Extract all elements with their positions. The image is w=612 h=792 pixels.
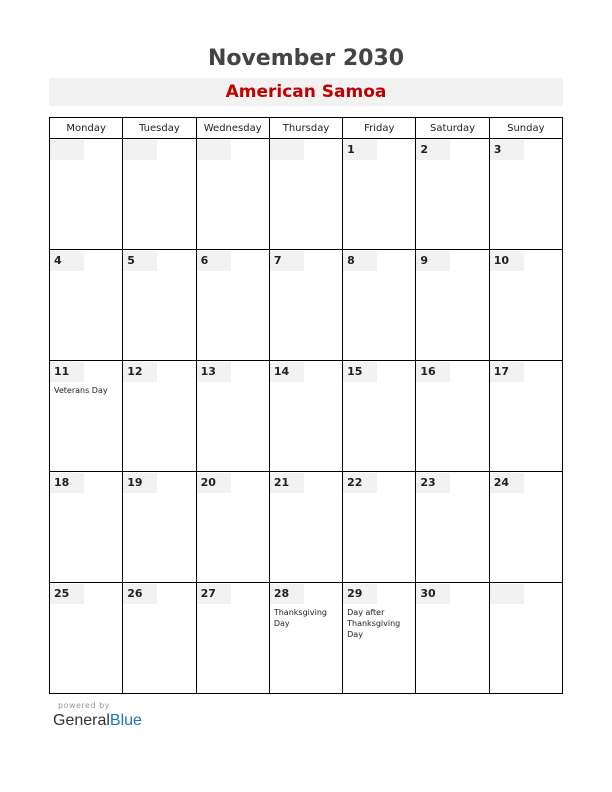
powered-by-label: powered by	[58, 701, 110, 710]
day-cell[interactable]	[196, 139, 269, 250]
day-cell[interactable]	[489, 250, 562, 361]
day-cell[interactable]	[343, 583, 416, 694]
weekday-friday: Friday	[343, 118, 416, 139]
weekday-tuesday: Tuesday	[123, 118, 196, 139]
week-row	[50, 361, 563, 472]
day-number: 18	[50, 473, 84, 493]
holiday-label: Veterans Day	[54, 386, 108, 395]
day-cell[interactable]	[489, 361, 562, 472]
day-cell[interactable]	[416, 583, 489, 694]
day-number: 14	[270, 362, 304, 382]
day-number: 21	[270, 473, 304, 493]
day-cell[interactable]	[123, 583, 196, 694]
day-number	[50, 140, 84, 160]
day-number: 27	[197, 584, 231, 604]
day-cell[interactable]	[123, 472, 196, 583]
day-cell[interactable]	[50, 250, 123, 361]
day-cell[interactable]	[196, 250, 269, 361]
day-number: 6	[197, 251, 231, 271]
day-cell[interactable]	[123, 139, 196, 250]
day-number	[197, 140, 231, 160]
day-cell[interactable]	[50, 472, 123, 583]
page-title: November 2030	[207, 46, 405, 71]
day-number: 3	[490, 140, 524, 160]
day-number: 9	[416, 251, 450, 271]
day-cell[interactable]	[196, 361, 269, 472]
day-cell[interactable]	[489, 583, 562, 694]
day-cell[interactable]	[416, 472, 489, 583]
day-cell[interactable]	[416, 250, 489, 361]
day-number: 24	[490, 473, 524, 493]
day-number: 10	[490, 251, 524, 271]
day-number: 11	[50, 362, 84, 382]
weekday-thursday: Thursday	[269, 118, 342, 139]
day-cell[interactable]	[123, 361, 196, 472]
day-number: 28	[270, 584, 304, 604]
day-number: 5	[123, 251, 157, 271]
day-number	[270, 140, 304, 160]
day-number: 15	[343, 362, 377, 382]
weekday-wednesday: Wednesday	[196, 118, 269, 139]
day-number: 4	[50, 251, 84, 271]
day-number: 19	[123, 473, 157, 493]
day-cell[interactable]	[269, 583, 342, 694]
day-cell[interactable]	[196, 472, 269, 583]
day-cell[interactable]	[343, 472, 416, 583]
week-row	[50, 250, 563, 361]
day-number: 17	[490, 362, 524, 382]
day-cell[interactable]	[343, 361, 416, 472]
generalblue-logo[interactable]	[53, 712, 142, 730]
day-number	[490, 584, 524, 604]
day-number: 20	[197, 473, 231, 493]
day-cell[interactable]	[416, 139, 489, 250]
day-cell[interactable]	[343, 139, 416, 250]
day-number: 25	[50, 584, 84, 604]
holiday-label: Day after Thanksgiving Day	[347, 608, 401, 639]
calendar-grid	[49, 117, 563, 694]
day-number: 12	[123, 362, 157, 382]
day-cell[interactable]	[123, 250, 196, 361]
day-number: 16	[416, 362, 450, 382]
day-cell[interactable]	[343, 250, 416, 361]
day-number: 1	[343, 140, 377, 160]
day-cell[interactable]	[269, 139, 342, 250]
weekday-monday: Monday	[50, 118, 123, 139]
day-number: 13	[197, 362, 231, 382]
day-number: 2	[416, 140, 450, 160]
weekday-saturday: Saturday	[416, 118, 489, 139]
day-number: 7	[270, 251, 304, 271]
day-cell[interactable]	[489, 139, 562, 250]
region-subtitle: American Samoa	[49, 78, 563, 106]
day-number: 23	[416, 473, 450, 493]
weekday-header-row	[50, 118, 563, 139]
brand-blue: Blue	[109, 712, 142, 729]
day-cell[interactable]	[269, 361, 342, 472]
holiday-label: Thanksgiving Day	[273, 608, 327, 628]
week-row	[50, 583, 563, 694]
day-cell[interactable]	[489, 472, 562, 583]
day-number: 26	[123, 584, 157, 604]
day-number: 29	[343, 584, 377, 604]
day-number: 8	[343, 251, 377, 271]
day-number: 22	[343, 473, 377, 493]
day-number: 30	[416, 584, 450, 604]
day-cell[interactable]	[416, 361, 489, 472]
day-cell[interactable]	[50, 583, 123, 694]
week-row	[50, 472, 563, 583]
brand-general: General	[53, 712, 110, 729]
day-number	[123, 140, 157, 160]
day-cell[interactable]	[269, 250, 342, 361]
week-row	[50, 139, 563, 250]
day-cell[interactable]	[269, 472, 342, 583]
weekday-sunday: Sunday	[489, 118, 562, 139]
day-cell[interactable]	[50, 139, 123, 250]
day-cell[interactable]	[196, 583, 269, 694]
day-cell[interactable]	[50, 361, 123, 472]
